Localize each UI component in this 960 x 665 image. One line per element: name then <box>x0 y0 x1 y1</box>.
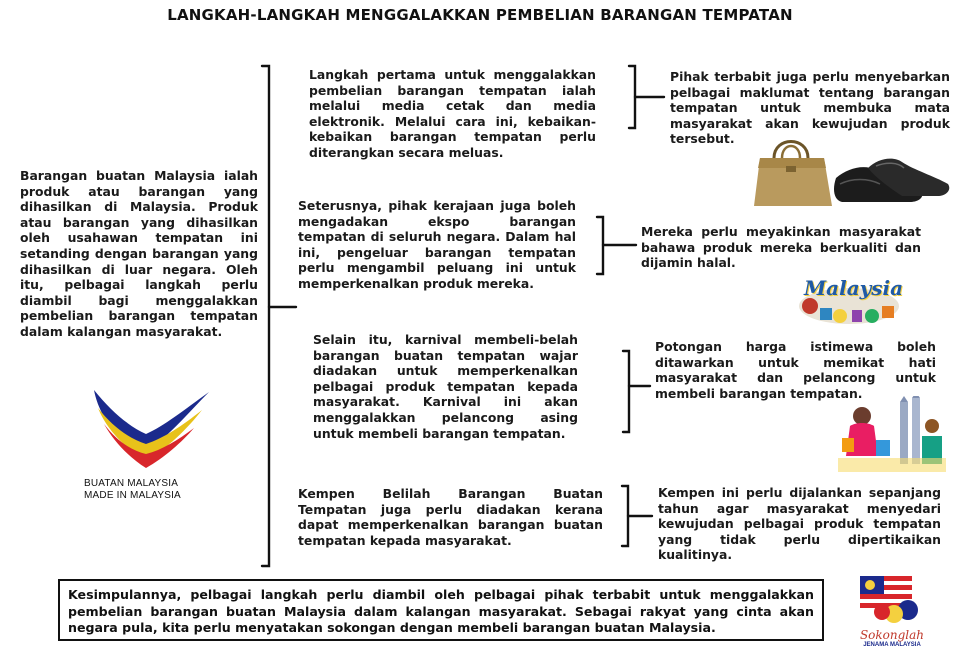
malaysia-sign-text: Malaysia <box>804 276 904 300</box>
conclusion-box: Kesimpulannya, pelbagai langkah perlu diambil oleh pelbagai pihak terbabit untuk menggalakkan pembelian barangan buatan Malaysia dalam kalangan masyarakat. Sebagai rakyat yang cinta akan negara pula, kita perlu menyatakan sokongan dengan membeli barangan buatan Malaysia. <box>58 579 824 641</box>
intro-text: Barangan buatan Malaysia ialah produk atau barangan yang dihasilkan di Malaysia. Produk atau barangan yang dihasilkan oleh usahawan tempatan ini setanding dengan barangan yang dihasilkan di luar negara. Oleh itu, pelbagai langkah perlu diambil bagi menggalakkan pembelian barangan tempatan dalam kalangan masyarakat. <box>20 168 258 339</box>
sokonglah-logo <box>852 566 932 652</box>
step-2-main: Seterusnya, pihak kerajaan juga boleh mengadakan ekspo barangan tempatan di seluruh negara. Dalam hal ini, pengeluar barangan tempatan perlu mengambil peluang ini untuk memperkenalkan produk mereka. <box>298 198 576 291</box>
step-3-detail: Potongan harga istimewa boleh ditawarkan untuk memikat hati masyarakat dan pelancong untuk membeli barangan tempatan. <box>655 339 936 401</box>
step-4-detail: Kempen ini perlu dijalankan sepanjang tahun agar masyarakat menyedari kewujudan pelbagai produk tempatan yang tidak perlu dipertikaikan kualitinya. <box>658 485 941 563</box>
handbag-icon <box>754 142 832 207</box>
step-2-detail: Mereka perlu meyakinkan masyarakat bahawa produk mereka berkualiti dan dijamin halal. <box>641 224 921 271</box>
sokonglah-text: Sokonglah <box>859 628 925 642</box>
logo-line-1: BUATAN MALAYSIA <box>84 478 179 489</box>
shopping-tourists-image <box>838 396 946 472</box>
step-1-detail: Pihak terbabit juga perlu menyebarkan pelbagai maklumat tentang barangan tempatan untuk membuka mata masyarakat akan kewujudan produk tersebut. <box>670 69 950 147</box>
shoes-icon <box>834 159 949 202</box>
malaysia-products-image <box>796 262 902 328</box>
step-1-main: Langkah pertama untuk menggalakkan pembelian barangan tempatan ialah melalui media cetak dan media elektronik. Melalui cara ini, kebaikan-kebaikan barangan tempatan perlu diterangkan secara meluas. <box>309 67 596 160</box>
page-title: LANGKAH-LANGKAH MENGGALAKKAN PEMBELIAN BARANGAN TEMPATAN <box>167 6 793 24</box>
balloons-flag-icon <box>852 566 932 626</box>
bracket-3 <box>623 351 629 432</box>
jenama-malaysia-text: JENAMA MALAYSIA <box>863 642 921 648</box>
step-3-main: Selain itu, karnival membeli-belah barangan buatan tempatan wajar diadakan untuk memperkenalkan pelbagai produk tempatan kepada masyarakat. Karnival ini akan menggalakkan pelancong asing untuk membeli barangan tempatan. <box>313 332 578 441</box>
buatan-malaysia-logo <box>84 382 224 502</box>
logo-line-2: MADE IN MALAYSIA <box>84 490 181 501</box>
buatan-malaysia-swoosh-icon <box>84 382 214 472</box>
main-bracket <box>262 66 269 566</box>
step-4-main: Kempen Belilah Barangan Buatan Tempatan juga perlu diadakan kerana dapat memperkenalkan barangan buatan tempatan kepada masyarakat. <box>298 486 603 548</box>
handbag-shoes-image <box>752 128 957 210</box>
